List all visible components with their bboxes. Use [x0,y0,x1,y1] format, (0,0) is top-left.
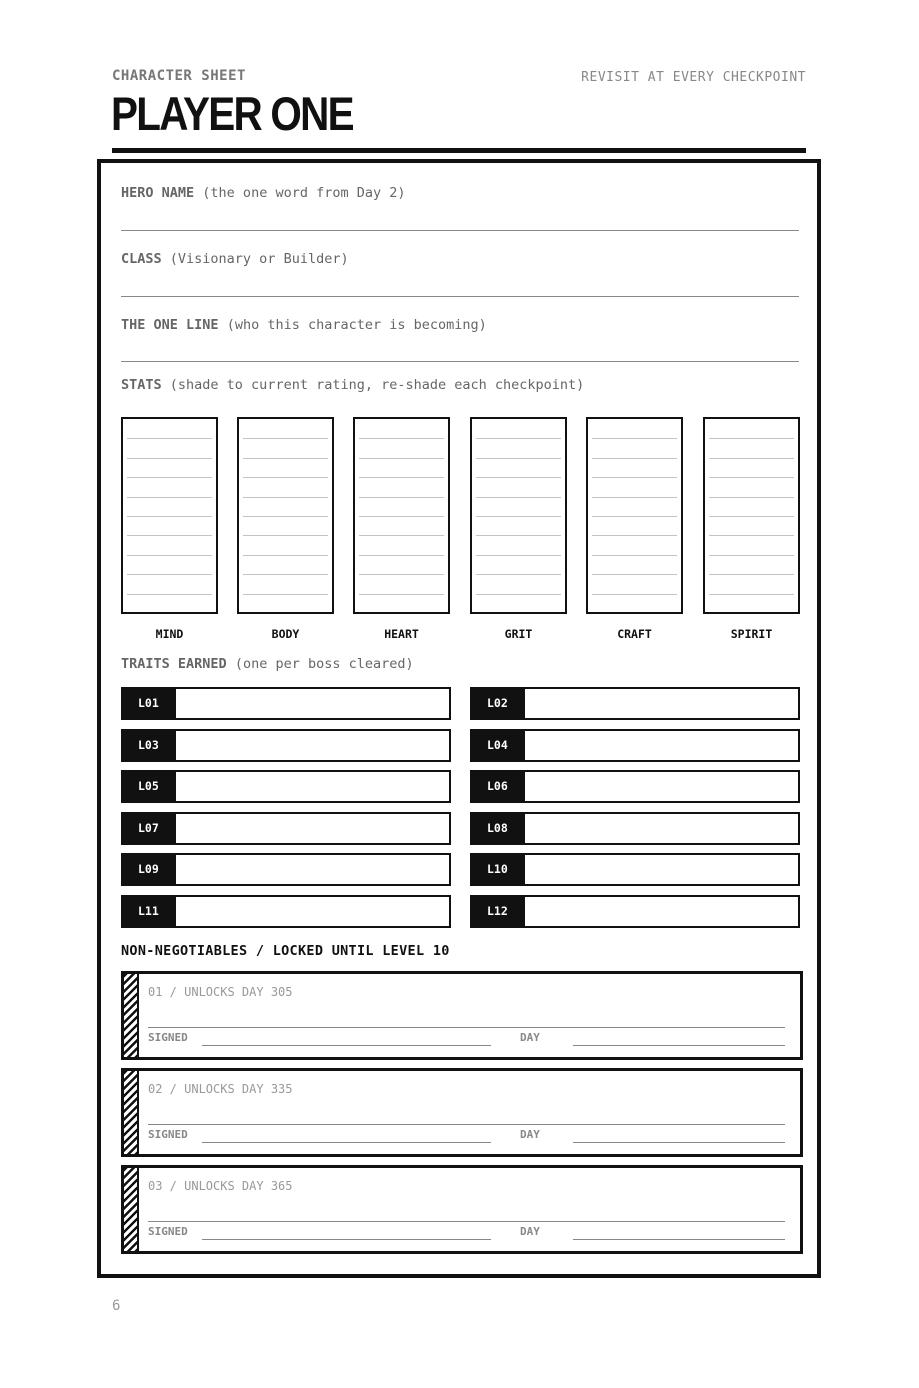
one-line-label [121,317,487,333]
rating-tick [709,516,794,517]
traits-label [121,656,414,672]
signed-field[interactable] [202,1239,491,1240]
commitment-field[interactable] [148,1221,785,1222]
hatch-stripe [124,974,139,1057]
character-sheet [97,159,821,1278]
stats-label [121,377,584,393]
rating-tick [592,555,677,556]
signed-label: SIGNED [148,1128,188,1141]
trait-level-tag: L04 [472,731,525,760]
commitment-field[interactable] [148,1027,785,1028]
trait-level-tag: L08 [472,814,525,843]
rating-tick [359,535,444,536]
stat-name-spirit: SPIRIT [730,627,773,641]
trait-level-tag: L06 [472,772,525,801]
signed-field[interactable] [202,1045,491,1046]
stat-name-grit: GRIT [504,627,533,641]
rating-tick [243,594,328,595]
title-rule [112,148,806,153]
rating-tick [127,574,212,575]
trait-field-l05[interactable] [121,770,451,803]
rating-tick [243,555,328,556]
rating-tick [127,458,212,459]
hero-name-field[interactable] [121,230,799,231]
rating-tick [127,438,212,439]
hero-name-label [121,185,406,201]
rating-tick [592,574,677,575]
rating-tick [359,574,444,575]
trait-field-l09[interactable] [121,853,451,886]
class-hint: (Visionary or Builder) [169,251,349,267]
class-field[interactable] [121,296,799,297]
day-label: DAY [520,1128,540,1141]
rating-tick [709,477,794,478]
day-field[interactable] [573,1045,785,1046]
hero-name-label-text: HERO NAME [121,185,195,201]
hatch-stripe [124,1168,139,1251]
day-field[interactable] [573,1239,785,1240]
rating-tick [359,516,444,517]
day-field[interactable] [573,1142,785,1143]
rating-tick [592,516,677,517]
trait-level-tag: L03 [123,731,176,760]
rating-tick [709,497,794,498]
stat-box-craft[interactable] [586,417,683,614]
rating-tick [127,555,212,556]
rating-tick [476,594,561,595]
trait-level-tag: L05 [123,772,176,801]
rating-tick [476,535,561,536]
rating-tick [592,497,677,498]
traits-label-text: TRAITS EARNED [121,656,227,672]
rating-tick [127,594,212,595]
rating-tick [243,497,328,498]
one-line-hint: (who this character is becoming) [226,317,487,333]
rating-tick [709,574,794,575]
signed-label: SIGNED [148,1225,188,1238]
rating-tick [127,497,212,498]
day-label: DAY [520,1031,540,1044]
trait-field-l04[interactable] [470,729,800,762]
rating-tick [709,438,794,439]
rating-tick [476,497,561,498]
rating-tick [359,458,444,459]
rating-tick [476,458,561,459]
traits-hint: (one per boss cleared) [234,656,414,672]
class-label [121,251,349,267]
trait-field-l03[interactable] [121,729,451,762]
trait-field-l11[interactable] [121,895,451,928]
rating-tick [243,458,328,459]
rating-tick [592,535,677,536]
one-line-label-text: THE ONE LINE [121,317,219,333]
rating-tick [127,516,212,517]
stat-name-body: BODY [271,627,300,641]
trait-field-l02[interactable] [470,687,800,720]
trait-level-tag: L02 [472,689,525,718]
trait-level-tag: L07 [123,814,176,843]
rating-tick [127,535,212,536]
rating-tick [476,555,561,556]
non-negotiable-box-03 [121,1165,803,1254]
rating-tick [359,497,444,498]
signed-label: SIGNED [148,1031,188,1044]
trait-level-tag: L09 [123,855,176,884]
rating-tick [476,438,561,439]
rating-tick [709,594,794,595]
stat-box-grit[interactable] [470,417,567,614]
rating-tick [592,438,677,439]
revisit-note: REVISIT AT EVERY CHECKPOINT [581,70,806,85]
rating-tick [243,535,328,536]
stats-hint: (shade to current rating, re-shade each checkpoint) [169,377,585,393]
stats-label-text: STATS [121,377,162,393]
trait-level-tag: L12 [472,897,525,926]
trait-field-l07[interactable] [121,812,451,845]
trait-field-l10[interactable] [470,853,800,886]
page-number: 6 [112,1298,121,1314]
unlock-label: 02 / UNLOCKS DAY 335 [148,1082,293,1096]
signed-field[interactable] [202,1142,491,1143]
trait-level-tag: L11 [123,897,176,926]
rating-tick [359,555,444,556]
eyebrow-label: CHARACTER SHEET [112,68,246,84]
trait-level-tag: L10 [472,855,525,884]
stat-name-heart: HEART [384,627,419,641]
trait-field-l01[interactable] [121,687,451,720]
page-title: PLAYER ONE [111,87,353,140]
rating-tick [243,574,328,575]
rating-tick [709,535,794,536]
stat-box-heart[interactable] [353,417,450,614]
stat-name-mind: MIND [155,627,184,641]
rating-tick [359,477,444,478]
rating-tick [243,516,328,517]
rating-tick [709,458,794,459]
non-negotiable-box-01 [121,971,803,1060]
class-label-text: CLASS [121,251,162,267]
rating-tick [476,574,561,575]
day-label: DAY [520,1225,540,1238]
rating-tick [476,477,561,478]
rating-tick [243,477,328,478]
commitment-field[interactable] [148,1124,785,1125]
rating-tick [709,555,794,556]
rating-tick [592,477,677,478]
non-negotiables-title: NON-NEGOTIABLES / LOCKED UNTIL LEVEL 10 [121,943,450,959]
rating-tick [359,594,444,595]
stat-box-mind[interactable] [121,417,218,614]
trait-level-tag: L01 [123,689,176,718]
rating-tick [592,594,677,595]
rating-tick [243,438,328,439]
stat-name-craft: CRAFT [617,627,652,641]
rating-tick [359,438,444,439]
rating-tick [476,516,561,517]
trait-field-l08[interactable] [470,812,800,845]
hero-name-hint: (the one word from Day 2) [202,185,406,201]
hatch-stripe [124,1071,139,1154]
unlock-label: 01 / UNLOCKS DAY 305 [148,985,293,999]
stat-box-body[interactable] [237,417,334,614]
stat-box-spirit[interactable] [703,417,800,614]
trait-field-l06[interactable] [470,770,800,803]
non-negotiable-box-02 [121,1068,803,1157]
trait-field-l12[interactable] [470,895,800,928]
one-line-field[interactable] [121,361,799,362]
rating-tick [127,477,212,478]
rating-tick [592,458,677,459]
unlock-label: 03 / UNLOCKS DAY 365 [148,1179,293,1193]
